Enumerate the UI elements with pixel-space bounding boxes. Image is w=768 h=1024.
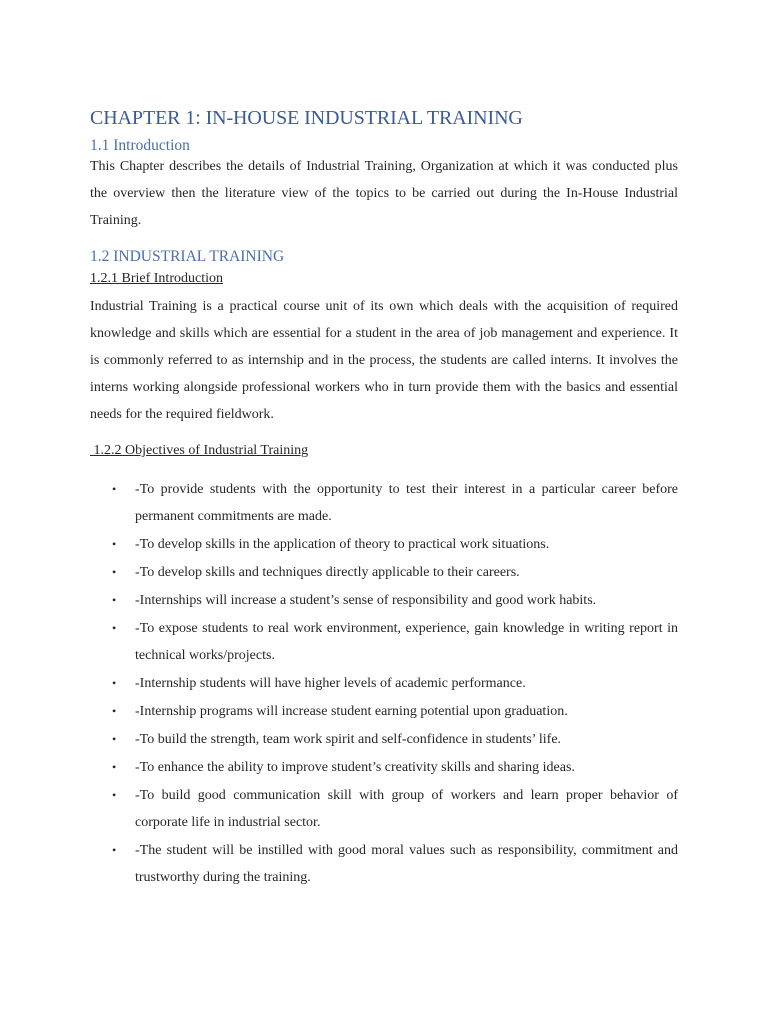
bullet-icon: • (112, 621, 117, 635)
list-item (90, 837, 678, 891)
bullet-icon: • (112, 565, 117, 579)
list-item (90, 615, 678, 669)
list-item (90, 726, 678, 753)
list-item (90, 476, 678, 530)
list-item-text: -To develop skills and techniques directly applicable to their careers. (135, 565, 520, 580)
list-item-text: -To provide students with the opportunity to test their interest in a particular career before permanent commitments are made. (135, 482, 678, 524)
list-item-text: -To expose students to real work environment, experience, gain knowledge in writing report in technical works/projects. (135, 621, 678, 663)
bullet-icon: • (112, 704, 117, 718)
list-item-text: -To build the strength, team work spirit and self-confidence in students’ life. (135, 732, 562, 747)
brief-introduction-paragraph: Industrial Training is a practical course unit of its own which deals with the acquisition of required knowledge and skills which are essential for a student in the area of job management and experience. It is commonly referred to as internship and in the process, the students are called interns. It involves the interns working alongside professional workers who in turn provide them with the basics and essential needs for the required fieldwork. (90, 299, 678, 422)
bullet-icon: • (112, 760, 117, 774)
list-item-text: -To develop skills in the application of theory to practical work situations. (135, 537, 550, 552)
list-item-text: -Internship students will have higher levels of academic performance. (135, 676, 526, 691)
list-item-text: -To build good communication skill with group of workers and learn proper behavior of corporate life in industrial sector. (135, 788, 678, 830)
bullet-icon: • (112, 593, 117, 607)
industrial-training-heading: 1.2 INDUSTRIAL TRAINING (90, 248, 285, 265)
introduction-paragraph: This Chapter describes the details of Industrial Training, Organization at which it was conducted plus the overview then the literature view of the topics to be carried out during the In-House Industrial Training. (90, 159, 678, 228)
brief-introduction-heading: 1.2.1 Brief Introduction (90, 271, 223, 286)
list-item (90, 531, 678, 558)
list-item-text: -Internship programs will increase student earning potential upon graduation. (135, 704, 568, 719)
bullet-icon: • (112, 843, 117, 857)
list-item-text: -The student will be instilled with good moral values such as responsibility, commitment and trustworthy during the training. (135, 843, 678, 885)
list-item (90, 698, 678, 725)
bullet-icon: • (112, 788, 117, 802)
list-item (90, 754, 678, 781)
list-item-text: -To enhance the ability to improve student’s creativity skills and sharing ideas. (135, 760, 575, 775)
chapter-title: CHAPTER 1: IN-HOUSE INDUSTRIAL TRAINING (90, 107, 523, 129)
list-item-text: -Internships will increase a student’s sense of responsibility and good work habits. (135, 593, 597, 608)
bullet-icon: • (112, 537, 117, 551)
bullet-icon: • (112, 676, 117, 690)
list-item (90, 559, 678, 586)
introduction-heading: 1.1 Introduction (90, 137, 190, 154)
list-item (90, 670, 678, 697)
bullet-icon: • (112, 482, 117, 496)
objectives-list (90, 476, 678, 892)
list-item (90, 782, 678, 836)
bullet-icon: • (112, 732, 117, 746)
objectives-heading: 1.2.2 Objectives of Industrial Training (90, 443, 309, 458)
list-item (90, 587, 678, 614)
